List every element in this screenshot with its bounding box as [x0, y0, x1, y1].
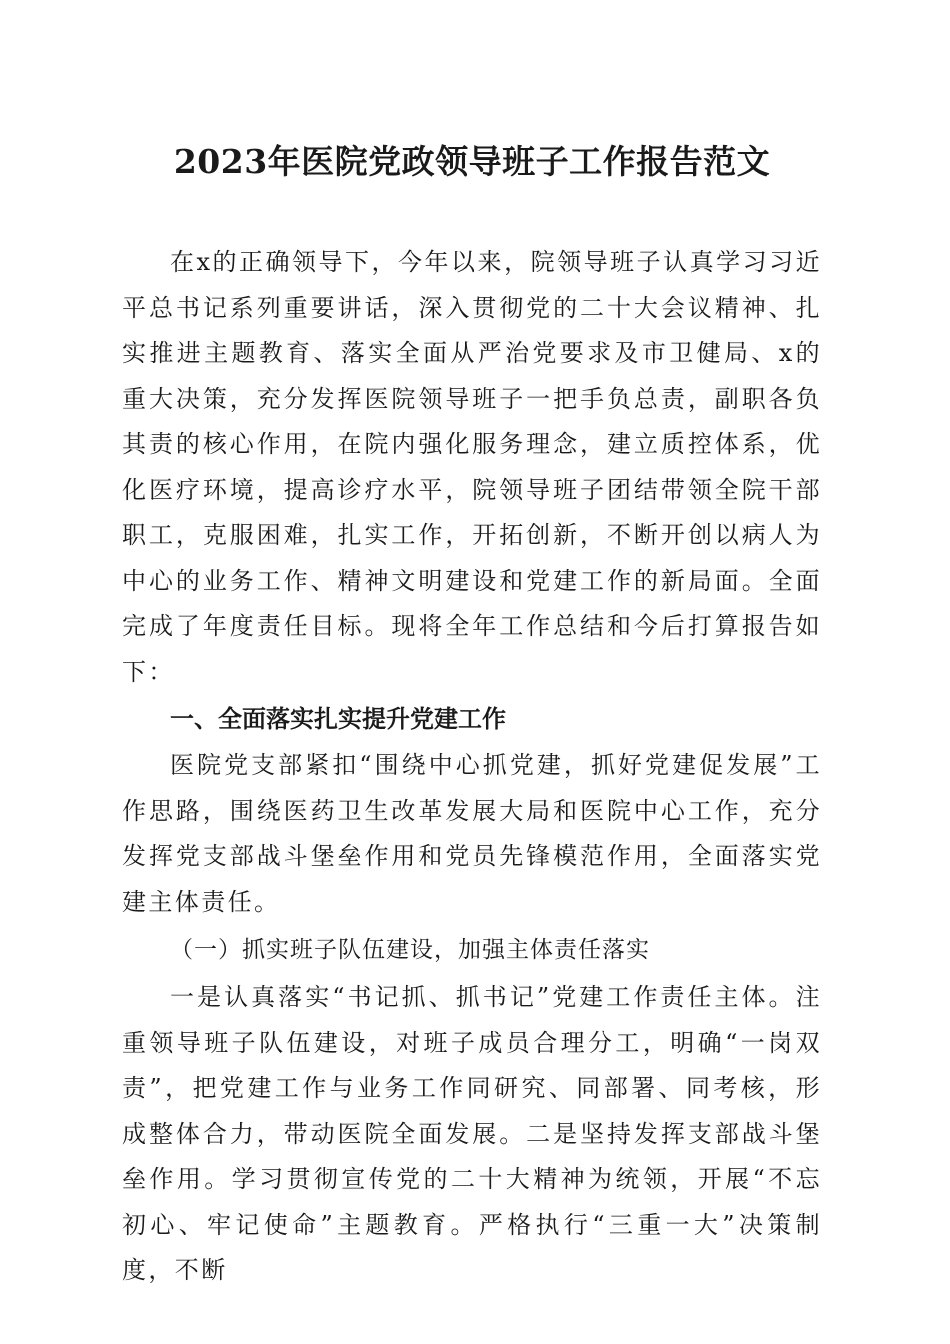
document-page	[122, 140, 822, 1294]
intro-paragraph: 在x的正确领导下，今年以来，院领导班子认真学习习近平总书记系列重要讲话，深入贯彻党的二十大会议精神、扎实推进主题教育、落实全面从严治党要求及市卫健局、x的重大决策，充分发挥医院领导班子一把手负总责，副职各负其责的核心作用，在院内强化服务理念，建立质控体系，优化医疗环境，提高诊疗水平，院领导班子团结带领全院干部职工，克服困难，扎实工作，开拓创新，不断开创以病人为中心的业务工作、精神文明建设和党建工作的新局面。全面完成了年度责任目标。现将全年工作总结和今后打算报告如下：	[122, 248, 822, 686]
document-title: 2023年医院党政领导班子工作报告范文	[173, 142, 771, 181]
subsection-heading: （一）抓实班子队伍建设，加强主体责任落实	[170, 937, 650, 963]
subsection-paragraph: 一是认真落实“书记抓、抓书记”党建工作责任主体。注重领导班子队伍建设，对班子成员合理分工，明确“一岗双责”，把党建工作与业务工作同研究、同部署、同考核，形成整体合力，带动医院全面发展。二是坚持发挥支部战斗堡垒作用。学习贯彻宣传党的二十大精神为统领，开展“不忘初心、牢记使命”主题教育。严格执行“三重一大”决策制度，不断	[122, 983, 822, 1284]
section-paragraph: 医院党支部紧扣“围绕中心抓党建，抓好党建促发展”工作思路，围绕医药卫生改革发展大局和医院中心工作，充分发挥党支部战斗堡垒作用和党员先锋模范作用，全面落实党建主体责任。	[122, 751, 822, 916]
section-heading: 一、全面落实扎实提升党建工作	[170, 705, 506, 733]
